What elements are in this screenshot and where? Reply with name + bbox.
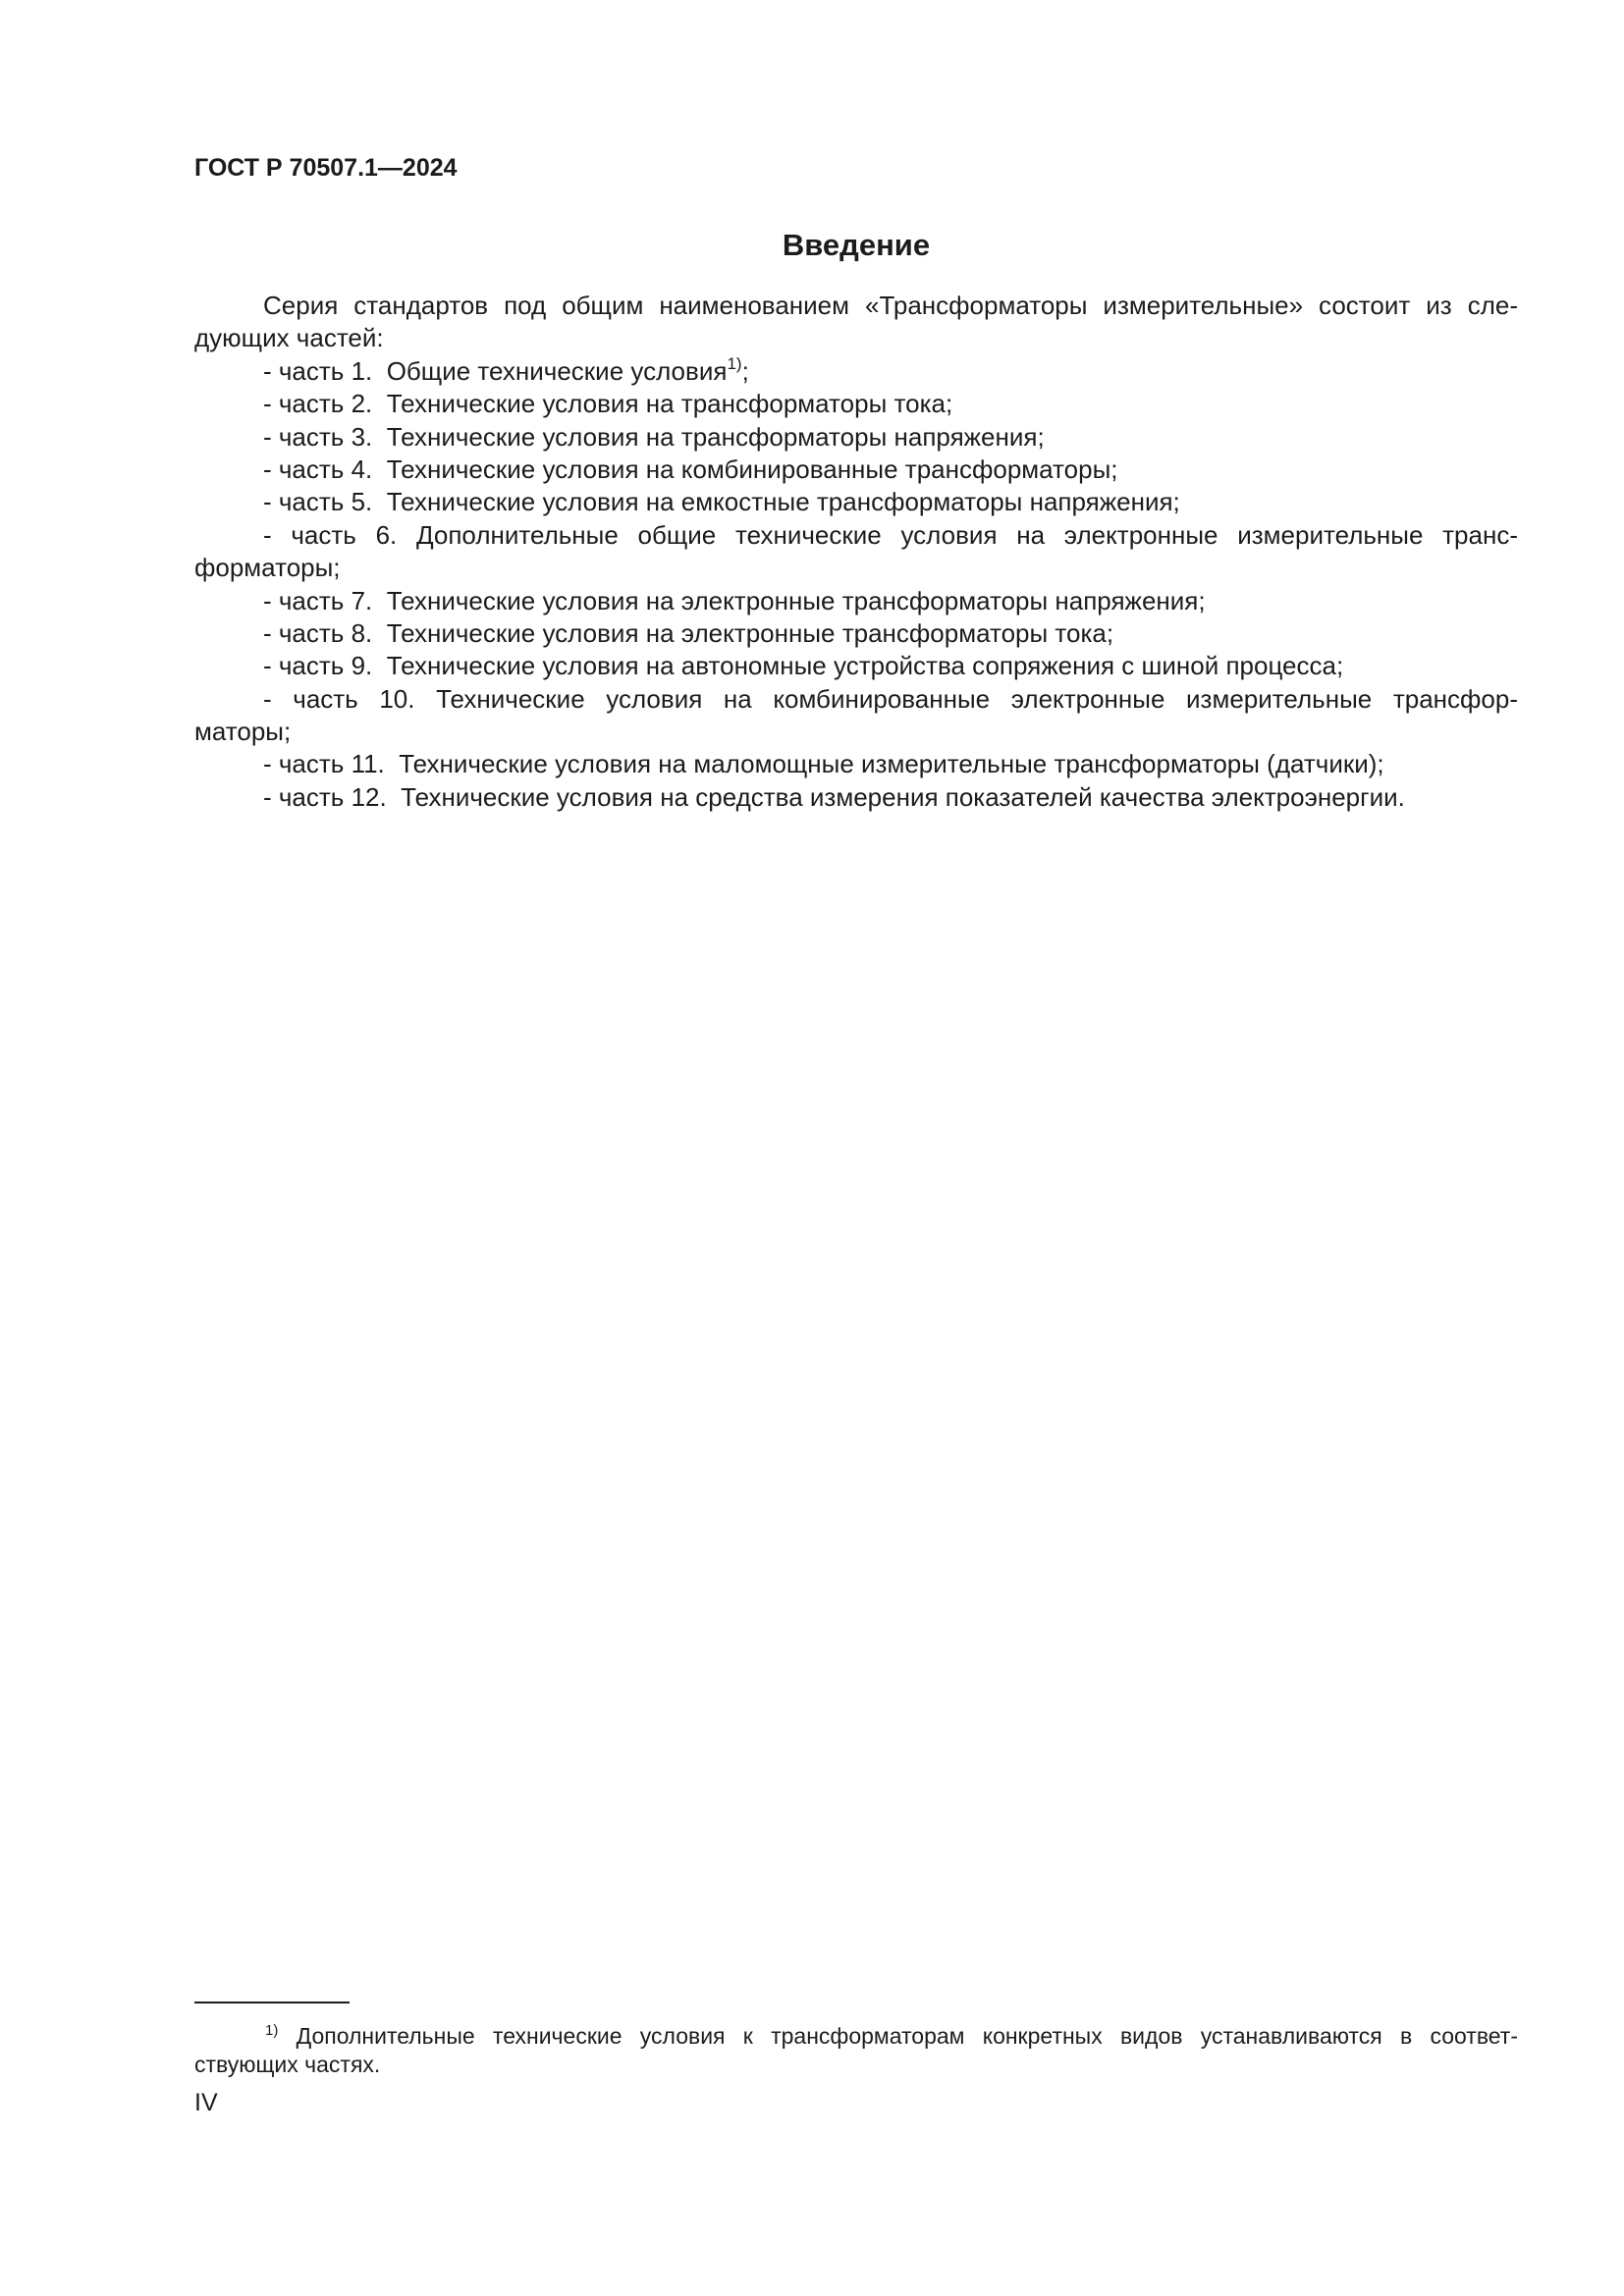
- list-item-line: - часть 3. Технические условия на трансформаторы напряжения;: [263, 421, 1045, 452]
- section-title: Введение: [782, 228, 931, 262]
- footnote: [194, 2022, 1518, 2079]
- list-item-part-2: [194, 388, 1518, 420]
- footnote-line: ствующих частях.: [194, 2052, 381, 2077]
- footnote-reference: 1): [727, 353, 742, 373]
- list-item-line: - часть 4. Технические условия на комбинированные трансформаторы;: [263, 454, 1118, 484]
- list-item-part-12: [194, 781, 1518, 814]
- parts-list: [194, 355, 1518, 814]
- intro-line: дующих частей:: [194, 323, 384, 353]
- list-item-part-3: [194, 421, 1518, 454]
- list-item-line: - часть 5. Технические условия на емкостные трансформаторы напряжения;: [263, 487, 1180, 517]
- list-item-part-4: [194, 454, 1518, 486]
- intro-paragraph: [194, 290, 1518, 355]
- intro-line: Серия стандартов под общим наименованием «Трансформаторы измерительные» состоит из сле-: [263, 291, 1518, 320]
- list-item-line: - часть 12. Технические условия на средства измерения показателей качества электроэнергии.: [263, 781, 1405, 812]
- list-item-line: форматоры;: [194, 553, 341, 583]
- list-item-part-1: [194, 355, 1518, 388]
- list-item-part-7: [194, 585, 1518, 617]
- list-item-part-11: [194, 748, 1518, 780]
- footnote-text: Дополнительные технические условия к трансформаторам конкретных видов устанавливаются в соответ-: [296, 2023, 1518, 2049]
- footnote-marker: 1): [265, 2022, 279, 2039]
- list-item-part-8: [194, 617, 1518, 650]
- list-item-line: - часть 9. Технические условия на автономные устройства сопряжения с шиной процесса;: [263, 651, 1344, 681]
- list-item-line: [194, 355, 1518, 388]
- list-item-line: - часть 11. Технические условия на маломощные измерительные трансформаторы (датчики);: [263, 749, 1384, 779]
- list-item-text: - часть 1. Общие технические условия: [263, 355, 728, 386]
- page-number: IV: [194, 2089, 218, 2116]
- list-item-line: - часть 8. Технические условия на электронные трансформаторы тока;: [263, 617, 1114, 648]
- list-item-part-9: [194, 650, 1518, 682]
- list-item-line: - часть 2. Технические условия на трансформаторы тока;: [263, 389, 953, 419]
- list-item-line: - часть 10. Технические условия на комбинированные электронные измерительные трансфор-: [263, 683, 1518, 714]
- footnote-line: [194, 2022, 1518, 2051]
- list-item-line: - часть 7. Технические условия на электронные трансформаторы напряжения;: [263, 585, 1206, 615]
- introduction-body: [194, 290, 1518, 814]
- document-number: ГОСТ Р 70507.1—2024: [194, 154, 458, 182]
- list-item-line: - часть 6. Дополнительные общие технические условия на электронные измерительные транс-: [263, 519, 1518, 550]
- footnote-separator: [194, 2002, 350, 2003]
- list-item-part-10: [194, 683, 1518, 749]
- list-item-part-5: [194, 486, 1518, 518]
- list-item-line: маторы;: [194, 717, 292, 747]
- list-item-part-6: [194, 519, 1518, 585]
- list-item-suffix: ;: [741, 355, 749, 386]
